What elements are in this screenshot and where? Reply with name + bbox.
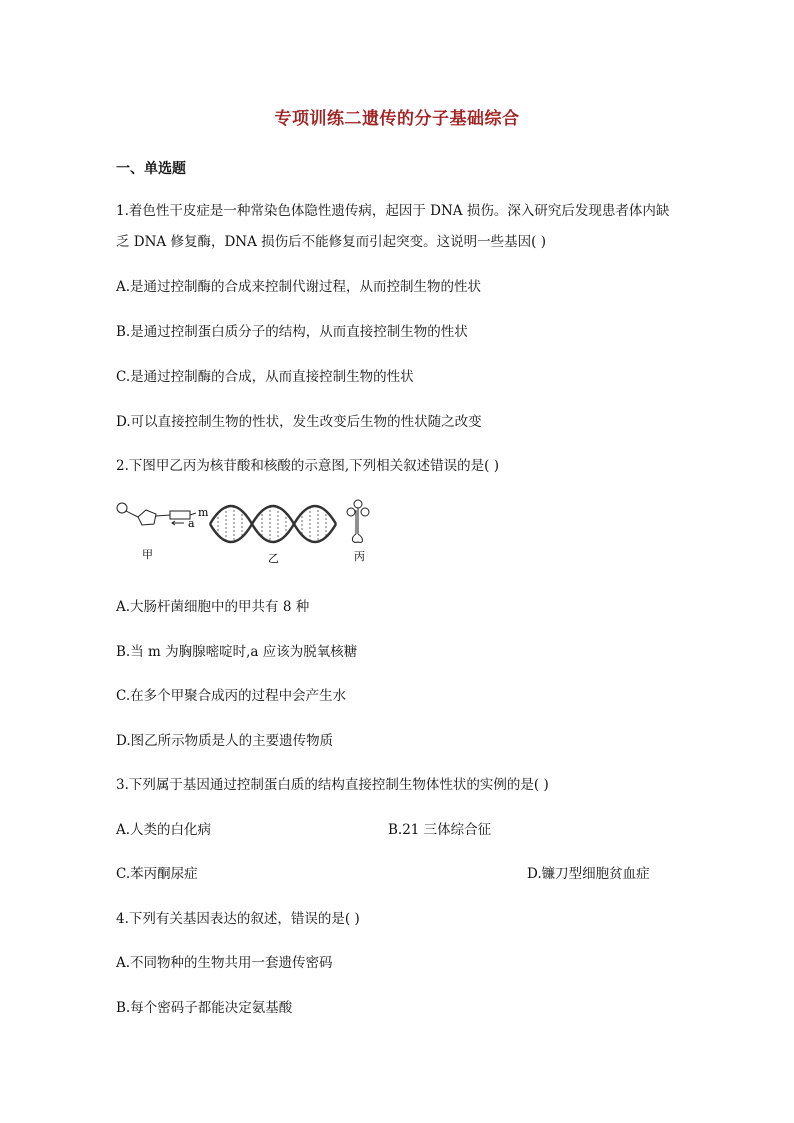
section-heading: 一、单选题 — [116, 161, 186, 177]
q3-option-d: D.镰刀型细胞贫血症 — [527, 866, 650, 882]
q3-option-c: C.苯丙酮尿症 — [116, 866, 198, 882]
label-jia: 甲 — [142, 548, 153, 561]
q4-option-b: B.每个密码子都能决定氨基酸 — [116, 1000, 293, 1016]
page-title: 专项训练二遗传的分子基础综合 — [274, 109, 520, 129]
nucleotide-diagram — [117, 503, 196, 525]
nucleotide-nucleic-acid-figure — [112, 496, 382, 568]
q1-option-d: D.可以直接控制生物的性状，发生改变后生物的性状随之改变 — [116, 414, 482, 430]
q1-stem-line1: 1.着色性干皮症是一种常染色体隐性遗传病，起因于 DNA 损伤。深入研究后发现患者体内缺 — [116, 203, 670, 219]
label-bing: 丙 — [354, 550, 365, 563]
q1-option-b: B.是通过控制蛋白质分子的结构，从而直接控制生物的性状 — [116, 324, 468, 340]
q1-stem-line2: 乏 DNA 修复酶，DNA 损伤后不能修复而引起突变。这说明一些基因( ) — [116, 234, 546, 250]
dna-double-helix-diagram — [210, 506, 336, 542]
q4-option-a: A.不同物种的生物共用一套遗传密码 — [116, 955, 333, 971]
q1-option-a: A.是通过控制酶的合成来控制代谢过程，从而控制生物的性状 — [116, 279, 482, 295]
q3-option-a: A.人类的白化病 — [116, 822, 212, 838]
q2-stem: 2.下图甲乙丙为核苷酸和核酸的示意图,下列相关叙述错误的是( ) — [116, 458, 499, 474]
q2-option-b: B.当 m 为胸腺嘧啶时,a 应该为脱氧核糖 — [116, 644, 358, 660]
label-m: m — [198, 506, 209, 519]
q2-option-a: A.大肠杆菌细胞中的甲共有 8 种 — [116, 599, 310, 615]
q4-stem: 4.下列有关基因表达的叙述，错误的是( ) — [116, 911, 360, 927]
q2-option-c: C.在多个甲聚合成丙的过程中会产生水 — [116, 688, 347, 704]
q1-option-c: C.是通过控制酶的合成，从而直接控制生物的性状 — [116, 369, 414, 385]
label-a: a — [188, 517, 195, 530]
q3-option-b: B.21 三体综合征 — [388, 822, 492, 838]
q3-stem: 3.下列属于基因通过控制蛋白质的结构直接控制生物体性状的实例的是( ) — [116, 777, 549, 793]
trna-cloverleaf-diagram — [347, 500, 369, 542]
q2-option-d: D.图乙所示物质是人的主要遗传物质 — [116, 733, 334, 749]
label-yi: 乙 — [268, 552, 279, 565]
